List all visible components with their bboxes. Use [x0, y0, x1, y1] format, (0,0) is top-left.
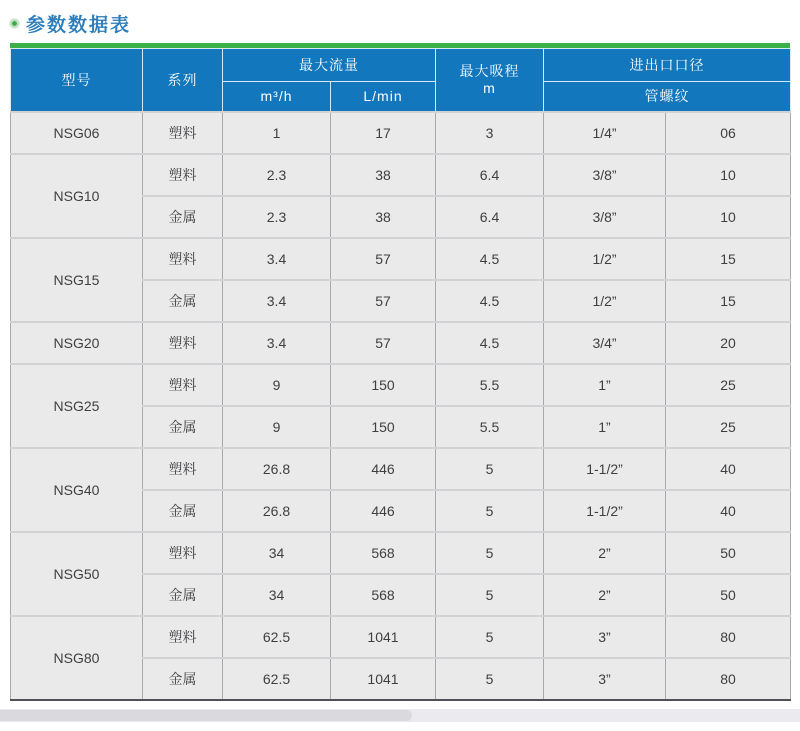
cell-flow-m3h: 2.3 — [223, 196, 331, 238]
cell-flow-m3h: 34 — [223, 574, 331, 616]
cell-model: NSG20 — [11, 322, 143, 364]
cell-series: 金属 — [143, 196, 223, 238]
cell-flow-m3h: 62.5 — [223, 658, 331, 700]
cell-suction: 5 — [436, 658, 544, 700]
cell-series: 金属 — [143, 658, 223, 700]
cell-suction: 5 — [436, 574, 544, 616]
cell-suction: 4.5 — [436, 280, 544, 322]
table-row — [11, 322, 791, 364]
col-header-m3h: m³/h — [223, 82, 331, 112]
green-bullet-icon — [10, 19, 19, 28]
cell-dn: 25 — [666, 406, 791, 448]
cell-series: 塑料 — [143, 364, 223, 406]
cell-flow-lmin: 446 — [331, 448, 436, 490]
cell-suction: 4.5 — [436, 322, 544, 364]
cell-series: 金属 — [143, 280, 223, 322]
cell-dn: 50 — [666, 532, 791, 574]
cell-dn: 10 — [666, 154, 791, 196]
col-header-pipe-thread: 管螺纹 — [544, 82, 791, 112]
cell-flow-lmin: 1041 — [331, 616, 436, 658]
cell-suction: 3 — [436, 112, 544, 154]
horizontal-scrollbar-thumb[interactable] — [0, 710, 412, 721]
cell-suction: 6.4 — [436, 196, 544, 238]
cell-flow-m3h: 34 — [223, 532, 331, 574]
col-header-lmin: L/min — [331, 82, 436, 112]
col-header-max-suction — [436, 49, 544, 112]
cell-flow-m3h: 3.4 — [223, 322, 331, 364]
cell-series: 金属 — [143, 490, 223, 532]
cell-model: NSG06 — [11, 112, 143, 154]
header-row-1 — [11, 49, 791, 82]
cell-dn: 40 — [666, 448, 791, 490]
cell-flow-lmin: 150 — [331, 364, 436, 406]
cell-flow-lmin: 17 — [331, 112, 436, 154]
cell-flow-lmin: 57 — [331, 322, 436, 364]
parameter-table — [10, 48, 791, 701]
table-header — [11, 49, 791, 112]
table-row — [11, 364, 791, 406]
col-header-port-size: 进出口口径 — [544, 49, 791, 82]
cell-model: NSG15 — [11, 238, 143, 322]
cell-thread: 1/2” — [544, 238, 666, 280]
cell-series: 塑料 — [143, 532, 223, 574]
cell-thread: 1” — [544, 406, 666, 448]
cell-dn: 80 — [666, 658, 791, 700]
cell-thread: 1/4” — [544, 112, 666, 154]
cell-series: 塑料 — [143, 238, 223, 280]
cell-flow-m3h: 9 — [223, 406, 331, 448]
cell-dn: 15 — [666, 280, 791, 322]
table-row — [11, 112, 791, 154]
cell-model: NSG25 — [11, 364, 143, 448]
cell-suction: 5 — [436, 616, 544, 658]
cell-thread: 3/4” — [544, 322, 666, 364]
cell-flow-lmin: 568 — [331, 574, 436, 616]
cell-flow-lmin: 38 — [331, 196, 436, 238]
cell-flow-m3h: 1 — [223, 112, 331, 154]
cell-flow-m3h: 2.3 — [223, 154, 331, 196]
cell-model: NSG40 — [11, 448, 143, 532]
cell-flow-lmin: 57 — [331, 238, 436, 280]
cell-model: NSG80 — [11, 616, 143, 700]
cell-thread: 3/8” — [544, 196, 666, 238]
col-header-max-flow: 最大流量 — [223, 49, 436, 82]
cell-thread: 1/2” — [544, 280, 666, 322]
cell-series: 塑料 — [143, 322, 223, 364]
cell-flow-lmin: 568 — [331, 532, 436, 574]
cell-dn: 10 — [666, 196, 791, 238]
cell-suction: 5 — [436, 490, 544, 532]
cell-dn: 80 — [666, 616, 791, 658]
cell-flow-m3h: 9 — [223, 364, 331, 406]
cell-series: 金属 — [143, 574, 223, 616]
col-header-model: 型号 — [11, 49, 143, 112]
cell-model: NSG50 — [11, 532, 143, 616]
cell-flow-lmin: 446 — [331, 490, 436, 532]
cell-series: 塑料 — [143, 154, 223, 196]
table-body — [11, 112, 791, 700]
cell-flow-m3h: 62.5 — [223, 616, 331, 658]
cell-suction: 5.5 — [436, 364, 544, 406]
cell-thread: 1-1/2” — [544, 448, 666, 490]
max-suction-label: 最大吸程 — [459, 62, 520, 79]
parameter-table-wrap — [10, 43, 790, 701]
cell-series: 金属 — [143, 406, 223, 448]
table-row — [11, 616, 791, 658]
max-suction-unit: m — [483, 79, 496, 96]
cell-series: 塑料 — [143, 616, 223, 658]
cell-flow-lmin: 1041 — [331, 658, 436, 700]
table-row — [11, 154, 791, 196]
horizontal-scrollbar-track[interactable] — [0, 709, 800, 722]
section-title-row — [0, 0, 800, 36]
cell-flow-lmin: 57 — [331, 280, 436, 322]
cell-dn: 15 — [666, 238, 791, 280]
cell-suction: 5.5 — [436, 406, 544, 448]
cell-thread: 1” — [544, 364, 666, 406]
cell-dn: 50 — [666, 574, 791, 616]
cell-suction: 5 — [436, 448, 544, 490]
cell-thread: 2” — [544, 574, 666, 616]
cell-flow-m3h: 3.4 — [223, 280, 331, 322]
table-row — [11, 532, 791, 574]
page-title: 参数数据表 — [26, 14, 132, 36]
cell-flow-lmin: 150 — [331, 406, 436, 448]
table-row — [11, 238, 791, 280]
cell-thread: 3/8” — [544, 154, 666, 196]
cell-thread: 3” — [544, 616, 666, 658]
cell-model: NSG10 — [11, 154, 143, 238]
cell-series: 塑料 — [143, 448, 223, 490]
table-row — [11, 448, 791, 490]
cell-dn: 40 — [666, 490, 791, 532]
cell-suction: 4.5 — [436, 238, 544, 280]
cell-flow-lmin: 38 — [331, 154, 436, 196]
cell-series: 塑料 — [143, 112, 223, 154]
col-header-series: 系列 — [143, 49, 223, 112]
cell-thread: 1-1/2” — [544, 490, 666, 532]
cell-flow-m3h: 3.4 — [223, 238, 331, 280]
cell-dn: 25 — [666, 364, 791, 406]
cell-flow-m3h: 26.8 — [223, 448, 331, 490]
cell-suction: 5 — [436, 532, 544, 574]
cell-thread: 2” — [544, 532, 666, 574]
cell-dn: 20 — [666, 322, 791, 364]
cell-thread: 3” — [544, 658, 666, 700]
cell-dn: 06 — [666, 112, 791, 154]
cell-flow-m3h: 26.8 — [223, 490, 331, 532]
cell-suction: 6.4 — [436, 154, 544, 196]
